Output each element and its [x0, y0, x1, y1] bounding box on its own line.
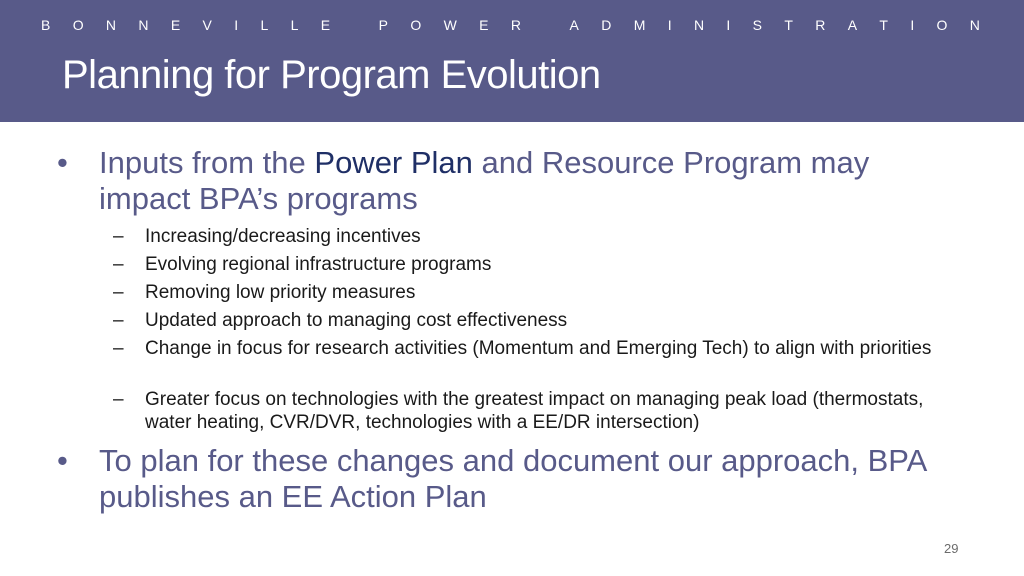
org-letter: A — [847, 17, 858, 33]
org-letter: I — [667, 17, 672, 33]
org-letter: N — [105, 17, 117, 33]
org-letter: O — [72, 17, 84, 33]
org-letter: E — [479, 17, 489, 33]
org-letter: E — [170, 17, 181, 33]
org-letter: L — [290, 17, 299, 33]
bullet-marker: • — [57, 443, 68, 478]
dash-marker: – — [113, 226, 124, 247]
org-letter: L — [260, 17, 269, 33]
sub-item: – Evolving regional infrastructure programs — [113, 254, 492, 275]
org-letter: N — [969, 17, 980, 33]
org-letter: T — [784, 17, 793, 33]
header-banner — [0, 0, 1024, 122]
dash-marker: – — [113, 338, 124, 359]
sub-item: – Removing low priority measures — [113, 282, 416, 303]
sub-item: – Change in focus for research activities (Momentum and Emerging Tech) to align with priorities — [113, 338, 932, 359]
org-letter: A — [569, 17, 579, 33]
org-letter: R — [815, 17, 826, 33]
org-letter — [352, 16, 356, 34]
sub-item: – Greater focus on technologies with the greatest impact on managing peak load (thermostats, water heating, CVR/DVR, technologies with a EE/DR intersection) — [113, 389, 924, 433]
org-letter: O — [936, 17, 948, 33]
dash-marker: – — [113, 254, 124, 275]
org-letter: I — [234, 17, 239, 33]
bullet-text-before: Inputs from the — [99, 145, 315, 180]
dash-marker: – — [113, 389, 124, 410]
org-letter: P — [378, 17, 389, 33]
bullet-text-after: and Resource Program may impact BPA’s programs — [99, 145, 870, 216]
bullet-inputs — [57, 145, 969, 217]
org-letter: I — [726, 17, 731, 33]
org-letter: M — [633, 17, 646, 33]
sub-item: – Updated approach to managing cost effectiveness — [113, 310, 568, 331]
org-letter: E — [320, 17, 331, 33]
sub-item: – Increasing/decreasing incentives — [113, 226, 421, 247]
slide-title: Planning for Program Evolution — [62, 53, 601, 97]
org-letter: R — [510, 17, 521, 33]
bullet-action-plan — [57, 443, 969, 515]
dash-marker: – — [113, 310, 124, 331]
org-letter — [543, 16, 547, 34]
bullet-marker: • — [57, 145, 68, 180]
org-letter: S — [752, 17, 762, 33]
power-plan-highlight: Power Plan — [314, 145, 473, 180]
org-letter: V — [202, 17, 212, 33]
org-letter: D — [601, 17, 612, 33]
org-letter: T — [879, 17, 888, 33]
organization-name — [0, 16, 1024, 34]
org-letter: B — [41, 17, 51, 33]
dash-marker: – — [113, 282, 124, 303]
org-letter: I — [910, 17, 915, 33]
org-letter: N — [138, 17, 149, 33]
org-letter: N — [693, 17, 705, 33]
org-letter: W — [443, 17, 457, 33]
org-letter: O — [410, 17, 422, 33]
page-number: 29 — [944, 541, 959, 556]
bullet-text: To plan for these changes and document our approach, BPA publishes an EE Action Plan — [99, 443, 926, 514]
